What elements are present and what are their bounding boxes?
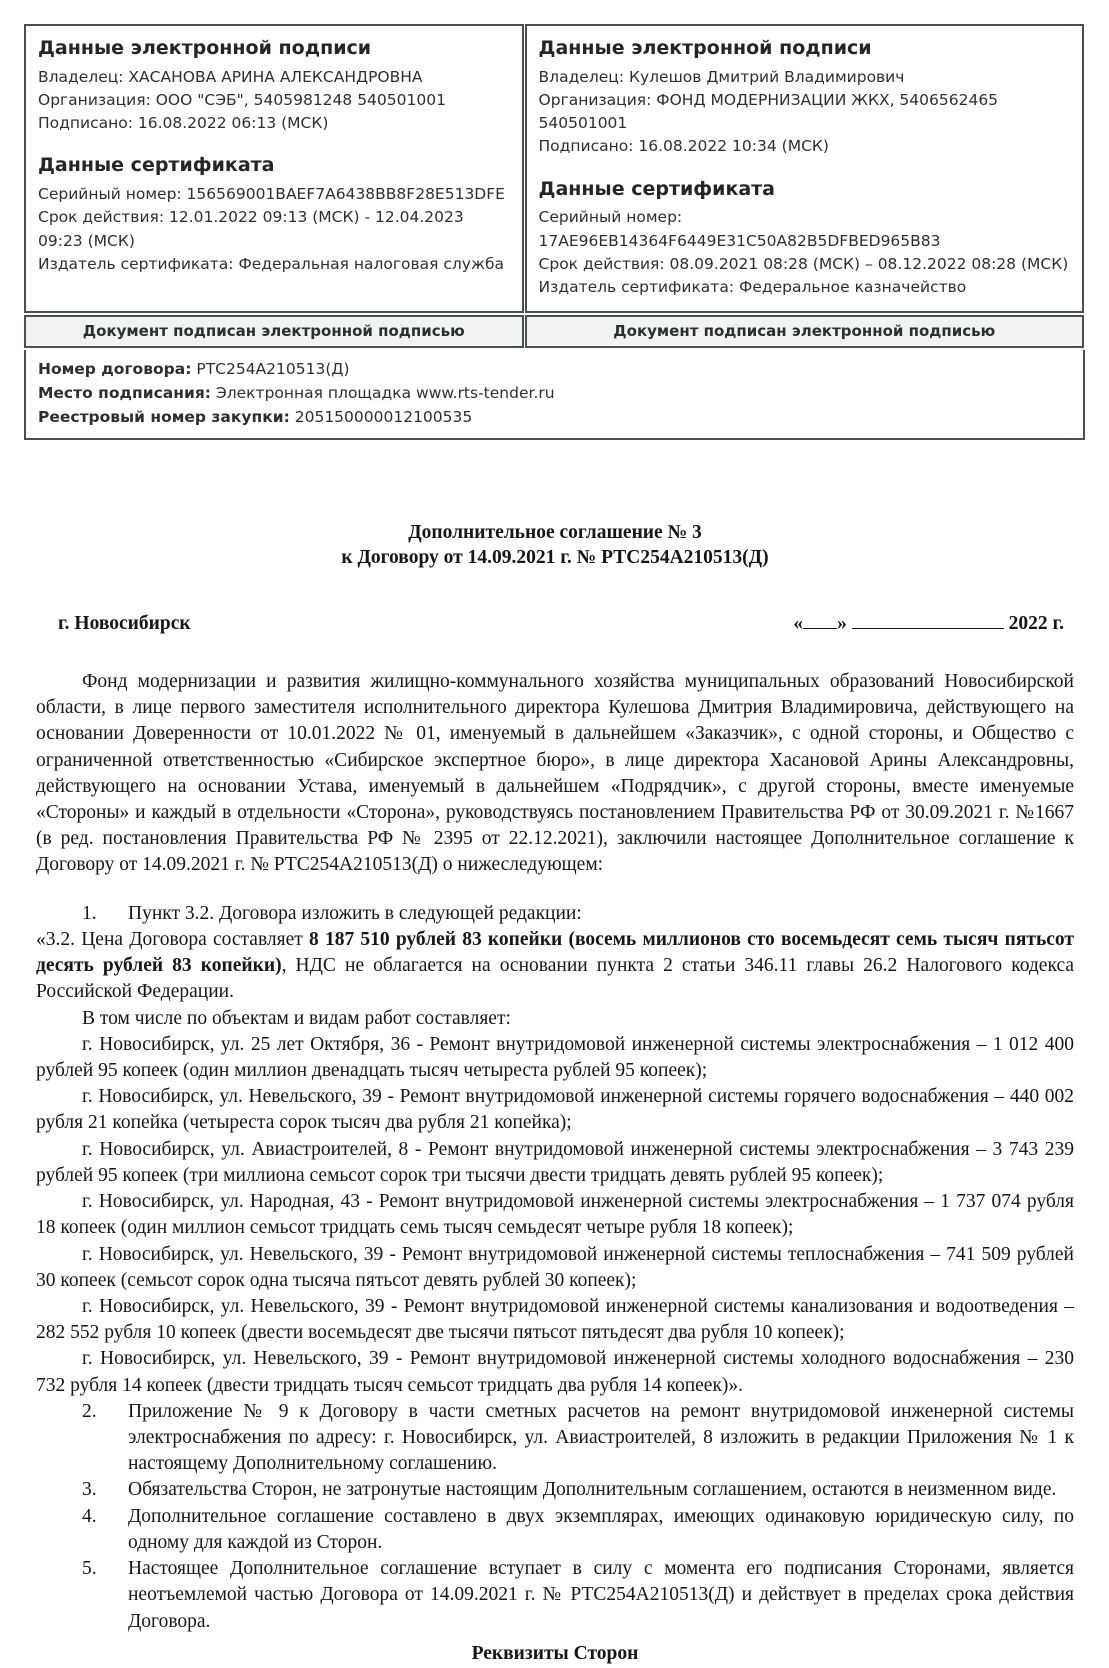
date-quote-close: » xyxy=(837,612,847,634)
price-clause-paragraph xyxy=(36,927,1074,1006)
clause-1-number: 1. xyxy=(82,902,97,924)
clause-5-text: Настоящее Дополнительное соглашение вступает в силу с момента его подписания Сторонами, является неотъемлемой частью Договора от 14.09.2021 г. № РТС254А210513(Д) и действует в пределах срока действия Договора. xyxy=(128,1558,1074,1632)
signature-columns xyxy=(24,24,1084,313)
signed-banner-left: Документ подписан электронной подписью xyxy=(24,315,524,348)
clause-3 xyxy=(36,1477,1074,1503)
clause-5 xyxy=(36,1556,1074,1635)
contract-meta-block xyxy=(24,350,1085,440)
certificate-serial-left: Серийный номер: 156569001BAEF7A6438BB8F28E513DFE xyxy=(38,185,505,204)
signed-banner-right: Документ подписан электронной подписью xyxy=(525,315,1084,348)
signature-owner-right: Владелец: Кулешов Дмитрий Владимирович xyxy=(538,67,905,86)
clause-2 xyxy=(36,1399,1074,1478)
certificate-data-heading-right: Данные сертификата xyxy=(538,177,776,200)
preamble-paragraph: Фонд модернизации и развития жилищно-коммунального хозяйства муниципальных образований Новосибирской области, в лице первого заместителя исполнительного директора Кулешова Дмитрия Владимировича, действующего на основании Доверенности от 10.01.2022 № 01, именуемый в дальнейшем «Заказчик», с одной стороны, и Общество с ограниченной ответственностью «Сибирское экспертное бюро», в лице директора Хасановой Арины Александровны, действующего на основании Устава, именуемый в дальнейшем «Подрядчик», с другой стороны, вместе именуемые «Стороны» и каждый в отдельности «Сторона», руководствуясь постановлением Правительства РФ от 30.09.2021 г. №1667 (в ред. постановления Правительства РФ № 2395 от 22.12.2021), заключили настоящее Дополнительное соглашение к Договору от 14.09.2021 г. № РТС254А210513(Д) о нижеследующем: xyxy=(36,670,1074,876)
clause-4-text: Дополнительное соглашение составлено в двух экземплярах, имеющих одинаковую юридическую силу, по одному для каждой из Сторон. xyxy=(128,1505,1074,1553)
signature-data-heading-left: Данные электронной подписи xyxy=(38,37,372,59)
city-and-date-row xyxy=(36,611,1074,637)
breakdown-item-4: г. Новосибирск, ул. Народная, 43 - Ремонт внутридомовой инженерной системы электроснабжения – 1 737 074 рубля 18 копеек (один миллион семьсот тридцать семь тысяч семьдесят четыре рубля 18 копеек); xyxy=(36,1191,1074,1239)
clause-2-number: 2. xyxy=(82,1400,97,1422)
signature-owner-left: Владелец: ХАСАНОВА АРИНА АЛЕКСАНДРОВНА xyxy=(38,67,423,86)
price-clause-prefix: «3.2. Цена Договора составляет xyxy=(36,928,309,950)
breakdown-item-5: г. Новосибирск, ул. Невельского, 39 - Ремонт внутридомовой инженерной системы теплоснабжения – 741 509 рублей 30 копеек (семьсот сорок одна тысяча пятьсот девять рублей 30 копеек); xyxy=(36,1243,1074,1291)
clause-2-text: Приложение № 9 к Договору в части сметных расчетов на ремонт внутридомовой инженерной системы электроснабжения по адресу: г. Новосибирск, ул. Авиастроителей, 8 изложить в редакции Приложения № 1 к настоящему Дополнительному соглашению. xyxy=(128,1400,1074,1475)
document-title-line1: Дополнительное соглашение № 3 xyxy=(408,522,702,543)
certificate-serial-label-right: Серийный номер: xyxy=(538,208,683,227)
certificate-data-heading-left: Данные сертификата xyxy=(38,154,275,177)
price-clause-amount: 8 187 510 рублей 83 копейки (восемь миллионов сто восемьдесят семь тысяч пятьсот десять рублей 83 копейки) xyxy=(36,928,1074,977)
certificate-serial-value-right: 17AE96EB14364F6449E31C50A82B5DFBED965B83 xyxy=(538,231,941,250)
price-clause-suffix: , НДС не облагается на основании пункта 2 статьи 346.11 главы 26.2 Налогового кодекса Российской Федерации. xyxy=(36,955,1074,1003)
clause-4 xyxy=(36,1504,1074,1556)
certificate-issuer-right: Издатель сертификата: Федеральное казначейство xyxy=(538,278,967,297)
signature-block-right xyxy=(525,24,1084,313)
clause-1-wrap xyxy=(36,901,1074,927)
city-label: г. Новосибирск xyxy=(58,612,191,634)
contract-number-label: Номер договора: xyxy=(38,360,192,379)
signature-organization-left: Организация: ООО "СЭБ", 5405981248 540501001 xyxy=(38,90,446,109)
signing-place-label: Место подписания: xyxy=(38,384,211,403)
signature-signed-at-right: Подписано: 16.08.2022 10:34 (МСК) xyxy=(538,137,829,156)
date-year: 2022 г. xyxy=(1008,612,1064,634)
signature-organization-right: Организация: ФОНД МОДЕРНИЗАЦИИ ЖКХ, 5406562465 540501001 xyxy=(538,90,999,133)
clause-4-number: 4. xyxy=(82,1505,97,1527)
date-month-blank xyxy=(852,628,1004,629)
certificate-validity-right: Срок действия: 08.09.2021 08:28 (МСК) – 08.12.2022 08:28 (МСК) xyxy=(538,254,1069,273)
contract-number-value: РТС254А210513(Д) xyxy=(196,360,350,379)
clause-3-text: Обязательства Сторон, не затронутые настоящим Дополнительным соглашением, остаются в неизменном виде. xyxy=(128,1479,1057,1501)
signing-place-row xyxy=(38,381,1071,405)
date-quote-open: « xyxy=(793,612,804,634)
signing-place-value: Электронная площадка www.rts-tender.ru xyxy=(215,384,555,403)
date-day-blank xyxy=(803,628,837,629)
breakdown-item-1: г. Новосибирск, ул. 25 лет Октября, 36 - Ремонт внутридомовой инженерной системы электроснабжения – 1 012 400 рублей 95 копеек (один миллион двенадцать тысяч четыреста рублей 95 копеек); xyxy=(36,1033,1074,1081)
document-body xyxy=(36,520,1074,1667)
registry-number-label: Реестровый номер закупки: xyxy=(38,408,290,427)
breakdown-item-7: г. Новосибирск, ул. Невельского, 39 - Ремонт внутридомовой инженерной системы холодного водоснабжения – 230 732 рубля 14 копеек (двести тридцать тысяч семьсот тридцать два рубля 14 копеек)». xyxy=(36,1348,1074,1396)
signature-block-left xyxy=(24,24,524,313)
signature-data-heading-right: Данные электронной подписи xyxy=(538,37,872,59)
clause-3-number: 3. xyxy=(82,1479,97,1501)
signature-footer-row xyxy=(24,315,1084,348)
breakdown-item-3: г. Новосибирск, ул. Авиастроителей, 8 - Ремонт внутридомовой инженерной системы электроснабжения – 3 743 239 рублей 95 копеек (три миллиона семьсот сорок три тысячи двести тридцать девять рублей 95 копеек); xyxy=(36,1138,1074,1186)
contract-number-row xyxy=(38,357,1071,381)
clause-1 xyxy=(36,901,1074,927)
breakdown-intro: В том числе по объектам и видам работ составляет: xyxy=(82,1007,511,1029)
document-title xyxy=(36,520,1074,571)
registry-number-row xyxy=(38,405,1071,429)
document-title-line2: к Договору от 14.09.2021 г. № РТС254А210513(Д) xyxy=(341,547,769,569)
clause-5-number: 5. xyxy=(82,1558,97,1580)
registry-number-value: 205150000012100535 xyxy=(294,408,473,427)
breakdown-item-6: г. Новосибирск, ул. Невельского, 39 - Ремонт внутридомовой инженерной системы канализования и водоотведения – 282 552 рубля 10 копеек (двести восемьдесят две тысячи пятьсот пятьдесят два рубля 10 копеек); xyxy=(36,1295,1074,1344)
breakdown-item-2: г. Новосибирск, ул. Невельского, 39 - Ремонт внутридомовой инженерной системы горячего водоснабжения – 440 002 рубля 21 копейка (четыреста сорок тысяч два рубля 21 копейка); xyxy=(36,1086,1074,1134)
signature-signed-at-left: Подписано: 16.08.2022 06:13 (МСК) xyxy=(38,114,329,133)
certificate-issuer-left: Издатель сертификата: Федеральная налоговая служба xyxy=(38,254,504,273)
requisites-heading: Реквизиты Сторон xyxy=(471,1642,639,1664)
electronic-signature-stamp xyxy=(24,24,1084,440)
date-field xyxy=(793,611,1074,637)
certificate-validity-left: Срок действия: 12.01.2022 09:13 (МСК) - 12.04.2023 09:23 (МСК) xyxy=(38,208,464,250)
clause-1-text: Пункт 3.2. Договора изложить в следующей редакции: xyxy=(128,902,582,924)
